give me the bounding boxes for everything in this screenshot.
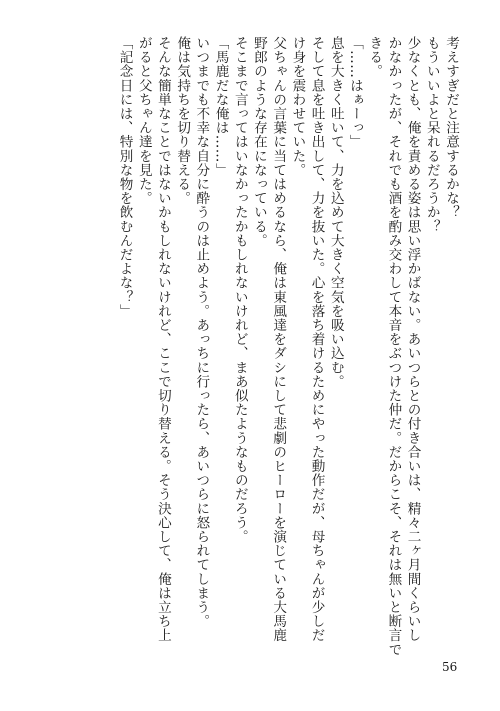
text-line: いつまでも不幸な自分に酔うのは止めよう。あっちに行ったら、あいつらに怒られてしまう。 <box>193 36 210 629</box>
text-line: 父ちゃんの言葉に当てはめるなら、俺は東風達をダシにして悲劇のヒーローを演じている大馬鹿 <box>270 36 287 643</box>
text-line: 考えすぎだと注意するかな？ <box>443 36 459 220</box>
page-number: 56 <box>442 660 458 674</box>
text-line: 俺は気持ちを切り替える。 <box>174 36 191 206</box>
text-line: け身を震わせていた。 <box>289 36 306 177</box>
text-line: もういいよと呆れるだろうか？ <box>423 36 440 234</box>
text-line: 「……はぁーっ」 <box>346 36 363 149</box>
text-line: 息を大きく吐いて、力を込めて大きく空気を吸い込む。 <box>327 36 344 389</box>
text-line: 野郎のような存在になっている。 <box>250 36 267 248</box>
text-line: そこまで言ってはいなかったかもしれないけれど、まあ似たようなものだろう。 <box>231 36 248 544</box>
text-line: かなかったが、それでも酒を酌み交わして本音をぶつけた仲だ。だからこそ、それは無いと断言で <box>385 36 402 657</box>
text-line: 少なくとも、俺を責める姿は思い浮かばない。あいつらとの付き合いは、精々二ヶ月間くらいし <box>404 36 421 643</box>
text-line: 「記念日には、特別な物を飲むんだよな？」 <box>116 36 133 318</box>
text-line: がると父ちゃん達を見た。 <box>135 36 152 206</box>
text-line: そして息を吐き出して、力を抜いた。心を落ち着けるためにやった動作だが、母ちゃんが少しだ <box>308 36 325 643</box>
text-line: きる。 <box>366 36 383 79</box>
text-line: そんな簡単なことではないかもしれないけれど、ここで切り替える。そう決心して、俺は立ち上 <box>154 36 171 643</box>
novel-text <box>35 36 460 657</box>
text-line: 「馬鹿だな俺は……」 <box>212 36 229 177</box>
